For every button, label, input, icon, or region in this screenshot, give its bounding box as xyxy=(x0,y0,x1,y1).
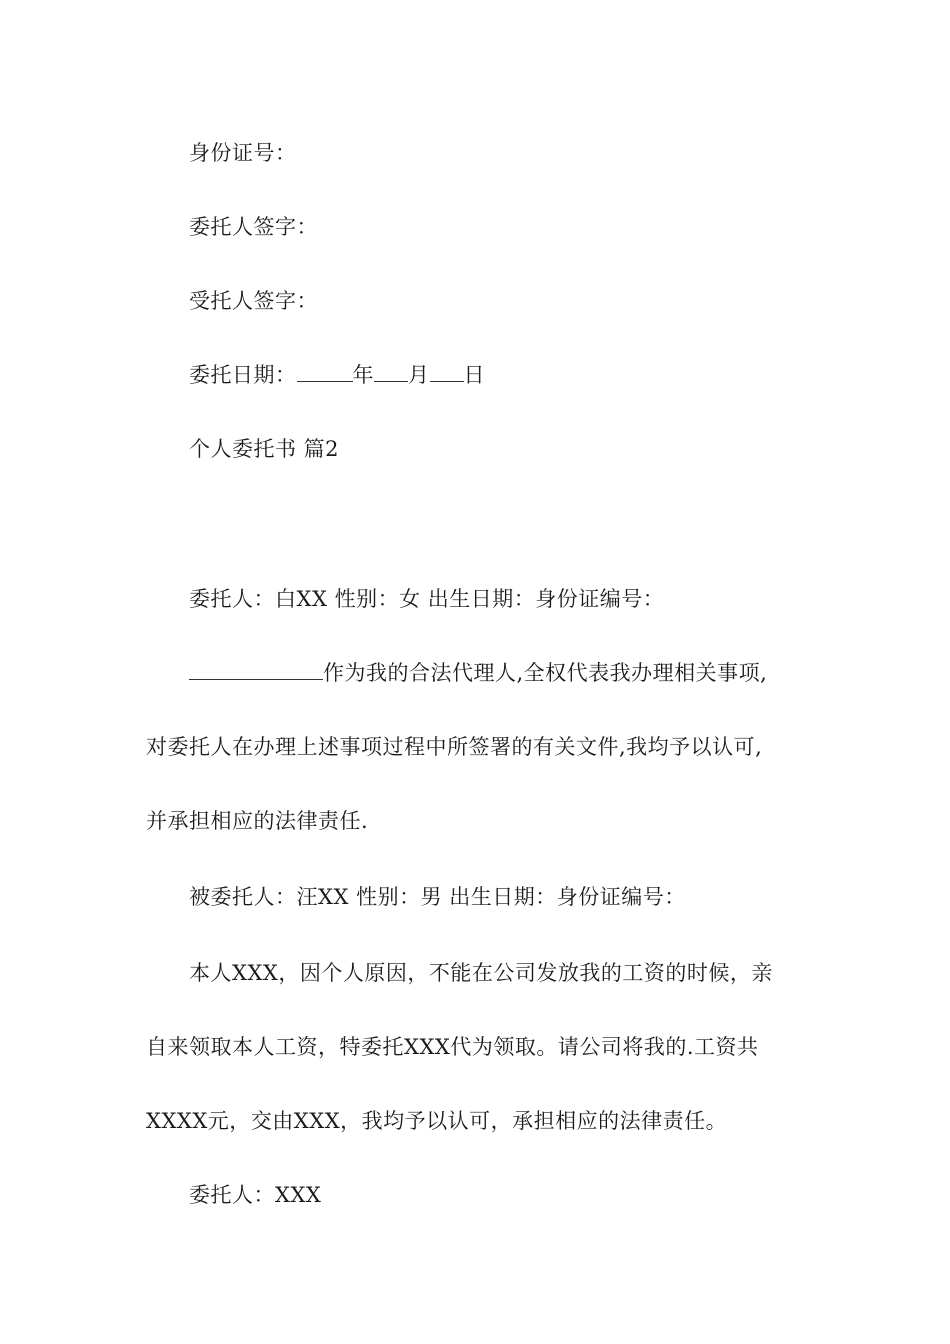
id-number-line: 身份证号： xyxy=(189,141,297,165)
principal-info-line: 委托人：白XX 性别：女 出生日期：身份证编号： xyxy=(189,587,665,611)
paragraph-2-line-2: 自来领取本人工资，特委托XXX代为领取。请公司将我的.工资共 xyxy=(146,1035,759,1059)
agent-name-blank xyxy=(189,661,323,680)
agent-signature-line: 受托人签字： xyxy=(189,289,318,313)
paragraph-2-line-3: XXXX元，交由XXX，我均予以认可，承担相应的法律责任。 xyxy=(146,1109,728,1133)
date-label: 委托日期： xyxy=(189,363,297,387)
paragraph-1-line-2: 对委托人在办理上述事项过程中所签署的有关文件,我均予以认可, xyxy=(146,735,763,759)
section-title: 个人委托书 篇2 xyxy=(189,437,340,461)
principal-signature-line: 委托人签字： xyxy=(189,215,318,239)
month-label: 月 xyxy=(408,363,430,387)
month-blank xyxy=(374,361,408,382)
day-blank xyxy=(430,361,464,382)
day-label: 日 xyxy=(463,363,485,387)
year-blank xyxy=(297,361,353,382)
closing-principal-line: 委托人：XXX xyxy=(189,1183,322,1207)
paragraph-1-line-3: 并承担相应的法律责任. xyxy=(146,809,369,833)
paragraph-1-line-1 xyxy=(189,658,767,688)
agent-info-line: 被委托人：汪XX 性别：男 出生日期：身份证编号： xyxy=(189,885,686,909)
year-label: 年 xyxy=(352,363,374,387)
date-line xyxy=(189,360,485,390)
paragraph-1-line-1-text: 作为我的合法代理人,全权代表我办理相关事项, xyxy=(323,661,768,685)
paragraph-2-line-1: 本人XXX，因个人原因，不能在公司发放我的工资的时候，亲 xyxy=(189,961,773,985)
